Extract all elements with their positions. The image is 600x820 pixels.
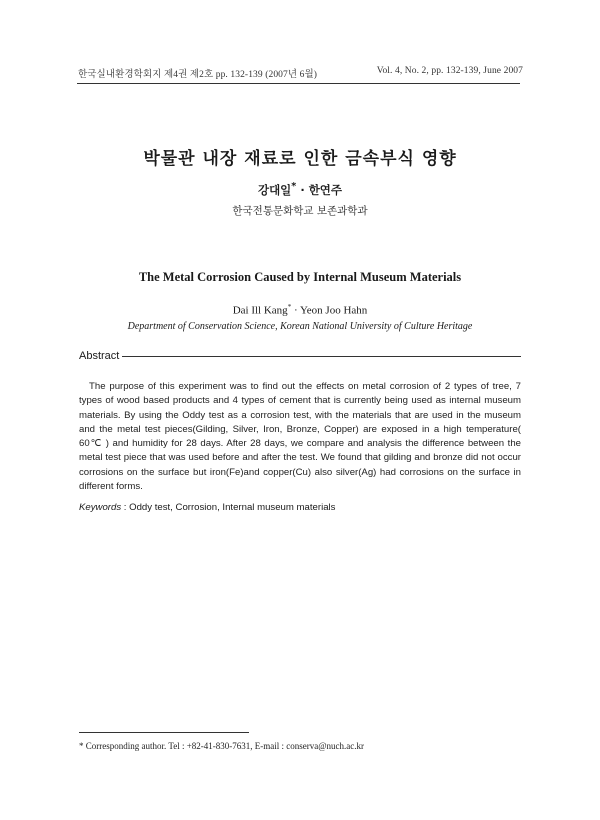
korean-authors <box>0 181 600 198</box>
korean-author-2: 한연주 <box>308 182 343 197</box>
abstract-rule <box>122 356 521 357</box>
english-author-1: Dai Ill Kang <box>232 304 288 317</box>
footnote-rule <box>79 732 249 733</box>
corresponding-author-footnote: * Corresponding author. Tel : +82-41-830-7631, E-mail : conserva@nuch.ac.kr <box>79 741 365 751</box>
abstract-heading: Abstract <box>79 350 120 362</box>
english-author-2: Yeon Joo Hahn <box>299 304 368 317</box>
korean-author-mark: * <box>291 181 297 192</box>
keywords-label: Keywords <box>79 502 122 513</box>
keywords-text: Oddy test, Corrosion, Internal museum materials <box>129 502 336 513</box>
keywords-line <box>79 502 521 513</box>
journal-header-english: Vol. 4, No. 2, pp. 132-139, June 2007 <box>376 66 523 76</box>
korean-affiliation: 한국전통문화학교 보존과학과 <box>232 205 368 217</box>
keywords-separator: : <box>121 502 130 513</box>
abstract-heading-row <box>79 350 521 362</box>
header-rule <box>77 83 520 84</box>
english-author-separator: · <box>291 304 300 317</box>
korean-author-separator: · <box>296 182 309 197</box>
english-title: The Metal Corrosion Caused by Internal Museum Materials <box>138 270 462 284</box>
english-author-mark: * <box>287 303 292 311</box>
english-affiliation: Department of Conservation Science, Korean National University of Culture Heritage <box>127 321 473 332</box>
abstract-text: The purpose of this experiment was to find out the effects on metal corrosion of 2 types of tree, 7 types of wood based products and 4 types of cement that is currently being used as internal museum materials. By using the Oddy test as a corrosion test, with the materials that are used in the museum and the metal test pieces(Gilding, Silver, Iron, Bronze, Copper) are exposed in a high temperature( 60℃ ) and humidity for 28 days. After 28 days, we compare and analysis the difference between the metal test piece that was used before and after the test. We found that gilding and bronze did not occur corrosions on the surface but iron(Fe)and copper(Cu) also silver(Ag) had corrosions on the surface in different forms. <box>79 381 521 493</box>
korean-author-1: 강대일 <box>257 182 292 197</box>
korean-title: 박물관 내장 재료로 인한 금속부식 영향 <box>143 149 457 169</box>
journal-header-korean: 한국실내환경학회지 제4권 제2호 pp. 132-139 (2007년 6월) <box>78 70 318 80</box>
english-authors <box>0 303 600 317</box>
